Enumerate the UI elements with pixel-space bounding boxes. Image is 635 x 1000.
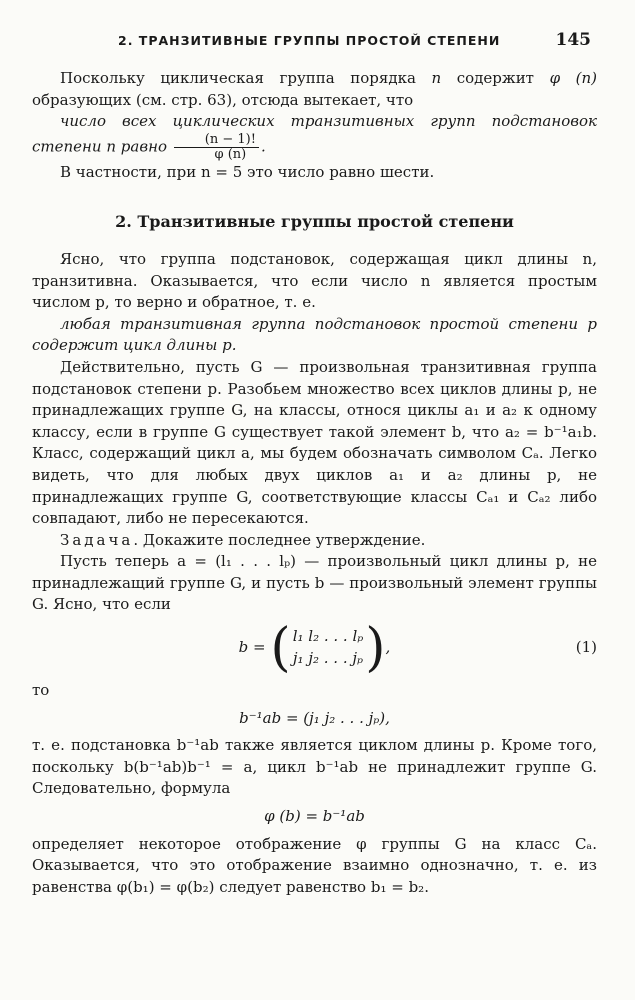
page-header (118, 30, 591, 52)
fraction (174, 133, 259, 162)
theorem-prime-degree: любая транзитивная группа подстановок простой степени p содержит цикл длины p. (32, 314, 597, 355)
math-n: n (431, 69, 442, 87)
matrix-row-top: l₁ l₂ . . . lₚ (292, 627, 364, 646)
matrix-row-bottom: j₁ j₂ . . . jₚ (292, 649, 364, 668)
task-text: . Докажите последнее утверждение. (133, 530, 426, 549)
text-run: содержит (441, 69, 550, 87)
paragraph-mapping: определяет некоторое отображение φ группы G на класс Cₐ. Оказывается, что это отображение взаимно однозначно, т. е. из равенства φ(b₁) = φ(b₂) следует равенство b₁ = b₂. (32, 834, 597, 896)
paragraph-intro (32, 68, 597, 111)
text-run: равно (116, 137, 172, 156)
right-paren: ) (365, 618, 386, 679)
paragraph-cycle-a: Пусть теперь a = (l₁ . . . lₚ) — произвольный цикл длины p, не принадлежащий группе G, и пусть b — произвольный элемент группы G. Ясно, что если (32, 552, 597, 614)
paragraph-task (32, 530, 597, 552)
equation-2: b⁻¹ab = (j₁ j₂ . . . jₚ), (239, 708, 390, 727)
task-label: Задача (60, 530, 134, 549)
fraction-numerator: (n − 1)! (174, 133, 259, 148)
theorem-cyclic-count: число всех циклических транзитивных групп подстановок степени n равно $\frac{(n - 1)!}{\varphi (n)}$ . (32, 112, 597, 162)
page-number: 145 (555, 30, 591, 50)
equation-1 (32, 618, 597, 679)
math-phi-n: φ (n) (549, 69, 598, 87)
left-paren: ( (270, 618, 291, 679)
text-run: образующих (см. стр. 63), отсюда вытекает, что (32, 90, 414, 109)
fraction-denominator: φ (n) (214, 146, 247, 162)
word-to: то (32, 681, 50, 700)
section-title: 2. Транзитивные группы простой степени (115, 212, 514, 232)
eq1-tail: , (385, 638, 391, 657)
math-n: n (106, 137, 117, 156)
paragraph-n5: В частности, при n = 5 это число равно шести. (60, 162, 435, 181)
running-title: 2. ТРАНЗИТИВНЫЕ ГРУППЫ ПРОСТОЙ СТЕПЕНИ (118, 33, 501, 48)
permutation-matrix (270, 618, 386, 679)
eq1-lhs: b = (238, 638, 266, 657)
text-run: число всех циклических транзитивных групп подстановок степени (32, 112, 597, 156)
page-body (32, 68, 597, 898)
matrix-rows (291, 626, 366, 669)
paragraph-transitive: Ясно, что группа подстановок, содержащая цикл длины n, транзитивна. Оказывается, что если число n является простым числом p, то верно и обратное, т. е. (32, 249, 597, 312)
paragraph-proof: Действительно, пусть G — произвольная транзитивная группа подстановок степени p. Разобьем множество всех циклов длины p, не принадлежащих группе G, на классы, относя циклы a₁ и a₂ к одному классу, если в группе G существует такой элемент b, что a₂ = b⁻¹a₁b. Класс, содержащий цикл a, мы будем обозначать символом Cₐ. Легко видеть, что для любых двух циклов a₁ и a₂ длины p, не принадлежащих группе G, соответствующие классы Cₐ₁ и Cₐ₂ либо совпадают, либо не пересекаются. (32, 357, 597, 528)
equation-3: φ (b) = b⁻¹ab (264, 807, 365, 826)
equation-number: (1) (575, 638, 597, 657)
text-run: Поскольку циклическая группа порядка (60, 69, 432, 87)
paragraph-substitution: т. е. подстановка b⁻¹ab также является циклом длины p. Кроме того, поскольку b(b⁻¹ab)b⁻¹ = a, цикл b⁻¹ab не принадлежит группе G. Следовательно, формула (32, 736, 597, 798)
